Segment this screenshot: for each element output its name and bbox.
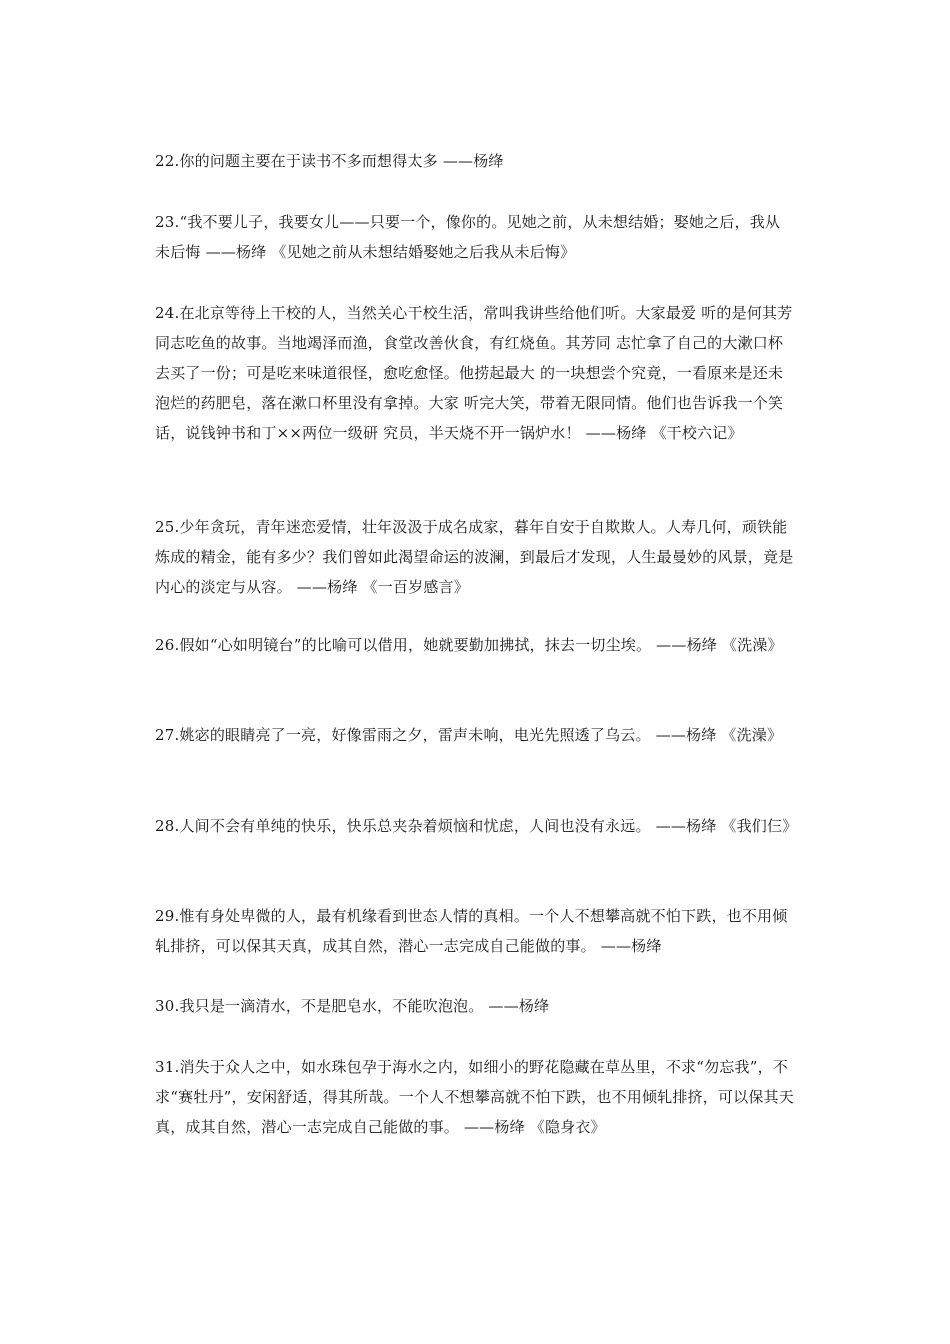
quote-24: 24.在北京等待上干校的人，当然关心干校生活，常叫我讲些给他们听。大家最爱 听的是何其芳同志吃鱼的故事。当地竭泽而渔，食堂改善伙食，有红烧鱼。其芳同 志忙拿了自己的大漱口杯去买了一份；可是吃来味道很怪，愈吃愈怪。他捞起最大 的一块想尝个究竟，一看原来是还未泡烂的药肥皂，落在漱口杯里没有拿掉。大家 听完大笑，带着无限同情。他们也告诉我一个笑话，说钱钟书和丁××两位一级研 究员，半天烧不开一锅炉水！ ——杨绛 《干校六记》 [155,304,793,442]
quote-29: 29.惟有身处卑微的人，最有机缘看到世态人情的真相。一个人不想攀高就不怕下跌，也不用倾轧排挤，可以保其天真，成其自然，潜心一志完成自己能做的事。 ——杨绛 [155,907,788,955]
quote-31: 31.消失于众人之中，如水珠包孕于海水之内，如细小的野花隐藏在草丛里，不求“勿忘我”，不求“赛牡丹”，安闲舒适，得其所哉。一个人不想攀高就不怕下跌，也不用倾轧排挤，可以保其天真，成其自然，潜心一志完成自己能做的事。 ——杨绛 《隐身衣》 [155,1058,794,1136]
quote-26: 26.假如“心如明镜台”的比喻可以借用，她就要勤加拂拭，抹去一切尘埃。 ——杨绛 《洗澡》 [155,636,783,654]
quote-28: 28.人间不会有单纯的快乐，快乐总夹杂着烦恼和忧虑，人间也没有永远。 ——杨绛 《我们仨》 [155,817,798,835]
quote-22: 22.你的问题主要在于读书不多而想得太多 ——杨绛 [155,152,504,170]
quote-23: 23.“我不要儿子，我要女儿——只要一个，像你的。见她之前，从未想结婚；娶她之后，我从未后悔 ——杨绛 《见她之前从未想结婚娶她之后我从未后悔》 [155,213,781,261]
quote-30: 30.我只是一滴清水，不是肥皂水，不能吹泡泡。 ——杨绛 [155,997,550,1015]
quote-27: 27.姚宓的眼睛亮了一亮，好像雷雨之夕，雷声未响，电光先照透了乌云。 ——杨绛 《洗澡》 [155,726,783,744]
quote-25: 25.少年贪玩，青年迷恋爱情，壮年汲汲于成名成家，暮年自安于自欺欺人。人寿几何，顽铁能炼成的精金，能有多少？我们曾如此渴望命运的波澜，到最后才发现，人生最曼妙的风景，竟是内心的淡定与从容。 ——杨绛 《一百岁感言》 [155,518,794,596]
